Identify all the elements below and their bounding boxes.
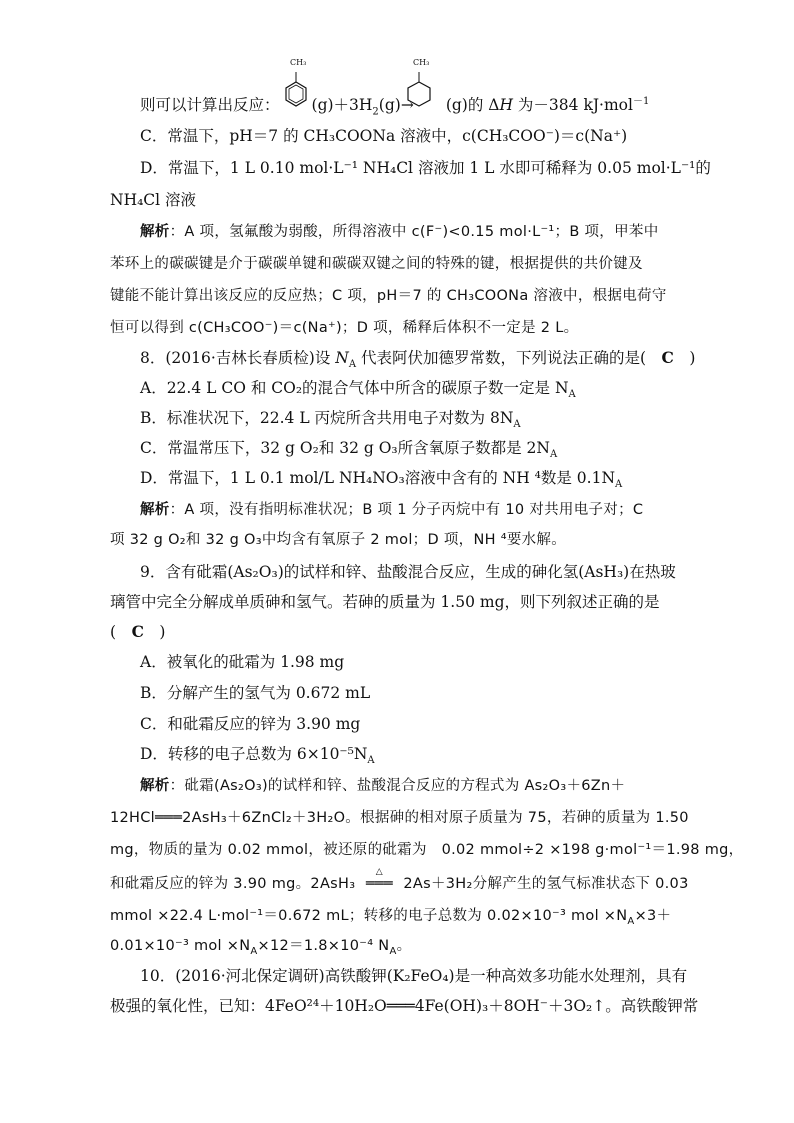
q9-paren-close: )	[143, 623, 166, 641]
q8-option-c	[140, 438, 557, 465]
q9-analysis-line3: mg，物质的量为 0.02 mmol，被还原的砒霜为 0.02 mmol÷2 ×198 g·mol⁻¹＝1.98 mg，	[110, 842, 744, 858]
analysis-label: 解析	[140, 224, 170, 240]
q9-stem-line1: 9．含有砒霜(As₂O₃)的试样和锌、盐酸混合反应，生成的砷化氢(AsH₃)在热玻	[140, 563, 676, 581]
q9-analysis-text6: 0.01×10⁻³ mol ×N	[110, 938, 251, 954]
q7-analysis-text1: ：A 项，氢氟酸为弱酸，所得溶液中 c(F⁻)<0.15 mol·L⁻¹；B 项，甲苯中	[169, 224, 659, 240]
q9-analysis-line4: 和砒霜反应的锌为 3.90 mg。2AsH₃ △ ═══ 2As＋3H₂分解产生的氢气标准状态下 0.03	[110, 874, 689, 894]
q7-analysis-line4: 恒可以得到 c(CH₃COO⁻)＝c(Na⁺)；D 项，稀释后体积不一定是 2 L。	[110, 320, 579, 336]
reaction-reactants: (g)＋3H	[311, 96, 373, 115]
q9-paren-open: (	[110, 623, 132, 641]
q9-analysis-text5b: ×3＋	[634, 908, 672, 924]
q8-b-sub: A	[513, 419, 521, 431]
q9-d-sub: A	[367, 755, 375, 767]
toluene-ch3-label: CH₃	[290, 58, 307, 67]
q9-l6-sub2: A	[389, 945, 397, 957]
reaction-product: (g)的 Δ	[445, 96, 500, 115]
q9-analysis-text6c: 。	[396, 938, 412, 954]
reaction-arrow: →	[400, 96, 414, 115]
analysis-label: 解析	[140, 778, 170, 794]
q7-option-d-line1: D．常温下，1 L 0.10 mol·L⁻¹ NH₄Cl 溶液加 1 L 水即可稀释为 0.05 mol·L⁻¹的	[140, 159, 711, 177]
q8-c-sub: A	[549, 449, 558, 461]
q8-option-d-text: D．常温下，1 L 0.1 mol/L NH₄NO₃溶液中含有的 NH ⁴数是 0.1N	[140, 469, 616, 487]
q8-stem	[140, 348, 695, 375]
q8-option-a	[140, 378, 576, 405]
q9-analysis-line6	[110, 936, 411, 962]
q9-answer-line	[110, 622, 165, 642]
enthalpy-value: 为－384 kJ·mol	[513, 96, 633, 115]
enthalpy-symbol: H	[499, 96, 513, 115]
q9-analysis-line5	[110, 906, 671, 932]
q9-option-a: A．被氧化的砒霜为 1.98 mg	[140, 653, 345, 671]
q10-stem-line1: 10．(2016·河北保定调研)高铁酸钾(K₂FeO₄)是一种高效多功能水处理剂，具有	[140, 967, 688, 985]
q8-na-sub: A	[348, 359, 357, 371]
enthalpy-exponent: －1	[632, 96, 650, 107]
q8-stem-b: 代表阿伏加德罗常数，下列说法正确的是(	[356, 349, 662, 367]
q9-option-d-text: D．转移的电子总数为 6×10⁻⁵N	[140, 745, 368, 763]
q8-option-c-text: C．常温常压下，32 g O₂和 32 g O₃所含氧原子数都是 2N	[140, 439, 550, 457]
q9-analysis-line2: 12HCl═══2AsH₃＋6ZnCl₂＋3H₂O。根据砷的相对原子质量为 75，若砷的质量为 1.50	[110, 810, 689, 826]
q9-analysis-text4a: 和砒霜反应的锌为 3.90 mg。2AsH₃	[110, 876, 356, 892]
q7-option-c: C．常温下，pH＝7 的 CH₃COONa 溶液中，c(CH₃COO⁻)＝c(Na⁺)	[140, 127, 628, 145]
q8-na-symbol: N	[335, 349, 349, 367]
q9-analysis-text1: ：砒霜(As₂O₃)的试样和锌、盐酸混合反应的方程式为 As₂O₃＋6Zn＋	[169, 778, 626, 794]
q8-analysis-text1: ：A 项，没有指明标准状况；B 项 1 分子丙烷中有 10 对共用电子对；C	[169, 502, 644, 518]
heat-symbol: △	[375, 867, 383, 877]
methylcyclohexane-ch3-label: CH₃	[413, 58, 430, 67]
q8-stem-a: 8．(2016·吉林长春质检)设	[140, 349, 336, 367]
q9-option-c: C．和砒霜反应的锌为 3.90 mg	[140, 715, 361, 733]
q8-option-a-text: A．22.4 L CO 和 CO₂的混合气体中所含的碳原子数一定是 N	[140, 379, 569, 397]
q8-answer: C	[661, 348, 674, 367]
q8-option-b-text: B．标准状况下，22.4 L 丙烷所含共用电子对数为 8N	[140, 409, 514, 427]
q9-analysis-text4b: 2As＋3H₂分解产生的氢气标准状态下 0.03	[403, 876, 689, 892]
q8-stem-c: )	[673, 349, 696, 367]
q7-option-d-line2: NH₄Cl 溶液	[110, 191, 197, 209]
q9-analysis-line1	[140, 776, 625, 796]
q8-d-sub: A	[615, 479, 623, 491]
q7-analysis-line1	[140, 222, 659, 242]
reaction-lead: 则可以计算出反应：	[140, 96, 280, 115]
reaction-gas: (g)	[378, 96, 401, 115]
q9-option-b: B．分解产生的氢气为 0.672 mL	[140, 684, 371, 702]
q8-a-sub: A	[568, 389, 576, 401]
q9-answer: C	[131, 622, 144, 641]
reaction-line: 则可以计算出反应： $(g)+3H_2(g)\to (g)$的 ΔH 为－384 kJ·mol$^{-1}$	[140, 96, 650, 118]
analysis-label: 解析	[140, 502, 170, 518]
q9-analysis-text5: mmol ×22.4 L·mol⁻¹＝0.672 mL；转移的电子总数为 0.02×10⁻³ mol ×N	[110, 908, 628, 924]
q9-option-d	[140, 744, 375, 771]
q9-stem-line2: 璃管中完全分解成单质砷和氢气。若砷的质量为 1.50 mg，则下列叙述正确的是	[110, 593, 660, 611]
q8-analysis-line2: 项 32 g O₂和 32 g O₃中均含有氧原子 2 mol；D 项，NH ⁴要水解。	[110, 532, 567, 548]
q9-l5-sub: A	[627, 915, 635, 927]
q10-stem-line2: 极强的氧化性，已知：4FeO²⁴＋10H₂O═══4Fe(OH)₃＋8OH⁻＋3O₂↑。高铁酸钾常	[110, 997, 699, 1015]
q7-analysis-line2: 苯环上的碳碳键是介于碳碳单键和碳碳双键之间的特殊的键，根据提供的共价键及	[110, 256, 643, 272]
q9-analysis-text6b: ×12＝1.8×10⁻⁴ N	[257, 938, 390, 954]
q8-analysis-line1	[140, 500, 643, 520]
q9-l6-sub: A	[250, 945, 258, 957]
q8-option-b	[140, 408, 521, 435]
q7-analysis-line3: 键能不能计算出该反应的反应热；C 项，pH＝7 的 CH₃COONa 溶液中，根据电荷守	[110, 288, 667, 304]
q8-option-d	[140, 468, 622, 495]
